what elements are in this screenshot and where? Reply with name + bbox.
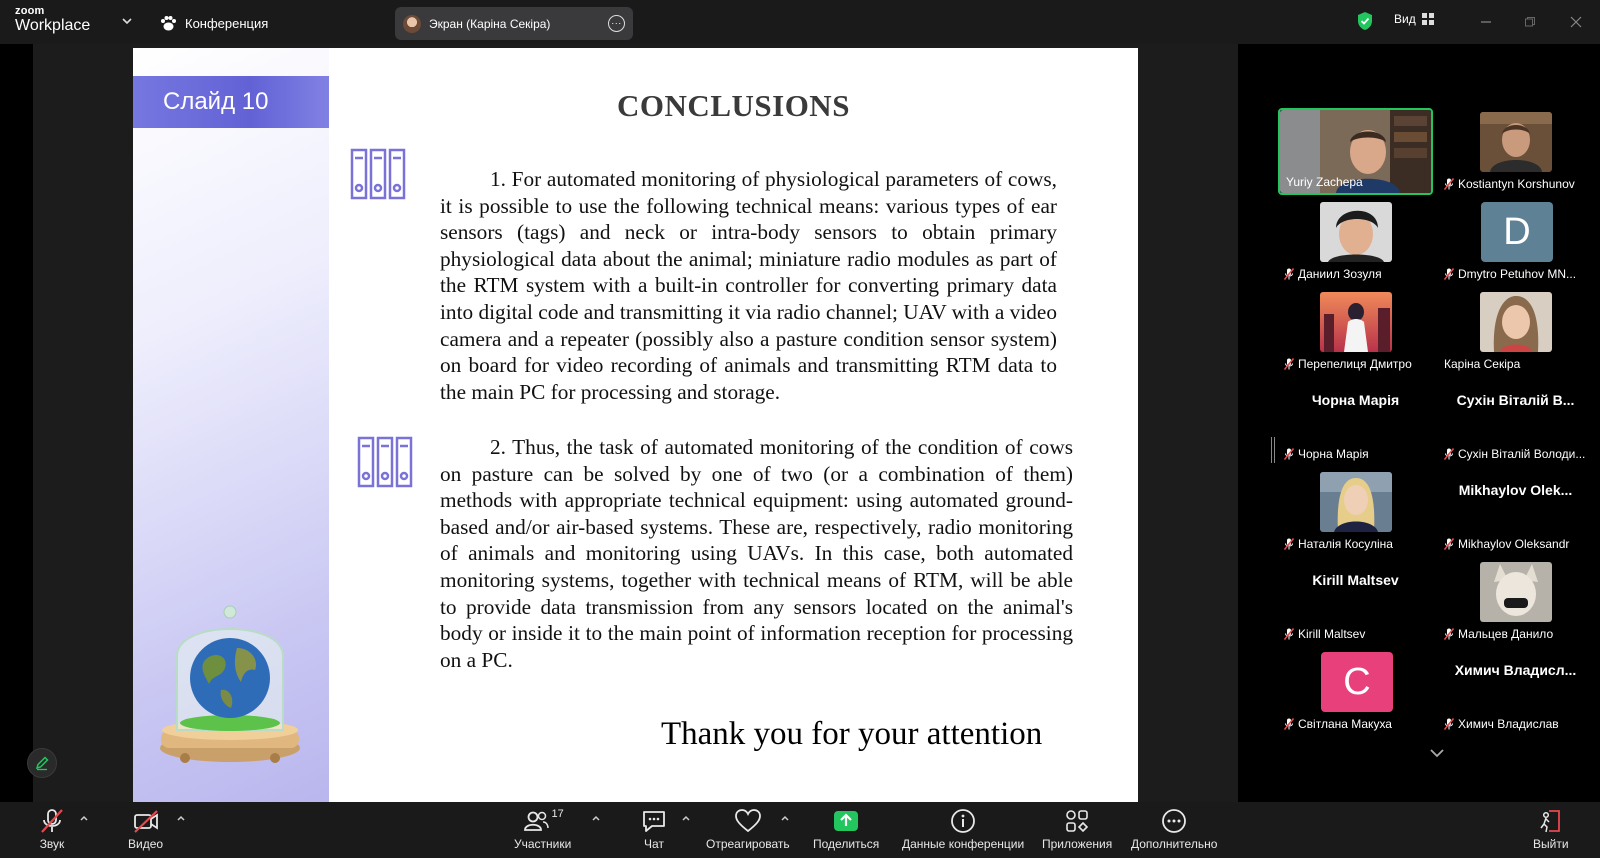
participant-tile[interactable] [1278,288,1433,375]
participant-tile[interactable] [1278,198,1433,285]
muted-mic-icon [1444,448,1454,460]
participant-display-name: Химич Владисл... [1454,662,1577,678]
zoom-workplace-logo[interactable] [15,6,90,34]
minimize-icon[interactable] [1476,12,1496,32]
participant-name: Даниил Зозуля [1298,267,1382,281]
chevron-up-icon[interactable] [175,812,187,824]
video-off-icon [132,808,160,834]
apps-label: Приложения [1042,837,1113,851]
participants-icon [522,808,550,834]
leave-button[interactable] [1533,808,1569,856]
meeting-toolbar [0,802,1600,858]
muted-mic-icon [1284,538,1294,550]
muted-mic-icon [1444,538,1454,550]
participant-photo [1480,292,1552,352]
participant-tile[interactable] [1438,198,1593,285]
chevron-up-icon[interactable] [78,812,90,824]
video-label: Видео [128,837,164,851]
participant-tile[interactable] [1438,558,1593,645]
participant-tile[interactable] [1278,378,1433,465]
leave-label: Выйти [1533,837,1569,851]
participant-display-name: Чорна Марія [1311,392,1400,408]
share-screen-button[interactable] [813,808,879,856]
react-label: Отреагировать [706,837,790,851]
participant-gallery [1278,108,1600,741]
participants-count: 17 [551,808,564,820]
title-bar [0,0,1600,44]
participant-display-name: Сухін Віталій В... [1456,392,1575,408]
participant-tile[interactable] [1278,108,1433,195]
avatar: D [1481,202,1553,262]
chat-label: Чат [644,837,664,851]
logo-zoom-text: zoom [15,5,45,17]
participant-name: Mikhaylov Oleksandr [1458,537,1570,551]
participant-name: Каріна Секіра [1444,357,1521,371]
participant-name: Світлана Макуха [1298,717,1392,731]
chevron-up-icon[interactable] [590,812,602,824]
muted-mic-icon [1444,718,1454,730]
view-button[interactable] [1394,12,1434,26]
muted-mic-icon [1284,358,1294,370]
chat-icon [640,808,668,834]
video-button[interactable] [128,808,163,856]
gallery-resize-handle[interactable] [1270,437,1276,463]
participant-photo [1320,472,1392,532]
participants-label: Участники [514,837,572,851]
more-label: Дополнительно [1131,837,1218,851]
more-button[interactable] [1131,808,1217,856]
participant-tile[interactable] [1438,108,1593,195]
participant-name: Yuriy Zachepa [1286,175,1363,189]
react-button[interactable] [706,808,790,856]
presentation-slide [133,48,1138,802]
participant-name: Kirill Maltsev [1298,627,1366,641]
tab-meeting[interactable] [160,12,268,34]
meeting-info-button[interactable] [902,808,1024,856]
participant-name: Наталія Косуліна [1298,537,1393,551]
binders-icon [357,436,413,488]
muted-mic-icon [1284,628,1294,640]
muted-mic-icon [1444,268,1454,280]
conclusion-paragraph-2: 2. Thus, the task of automated monitoring of the condition of cows on pasture can be solved by one of two (or a combination of them) methods with appropriate technical equipment: using automated ground-based and/or air-based systems. These are, respectively, radio monitoring of animals and monitoring using UAVs. In this case, both automated monitoring systems, together with technical means of RTM, will be able to provide data transmission from any sensors located on the animal's body or inside it to the main point of information reception for processing on a PC. [440,435,1073,672]
avatar [403,15,421,33]
slide-number-label: Слайд 10 [133,76,329,128]
participant-photo [1480,562,1552,622]
annotate-pencil-button[interactable] [27,748,57,778]
participant-display-name: Kirill Maltsev [1312,572,1399,588]
conclusion-paragraph-1: 1. For automated monitoring of physiological parameters of cows, it is possible to use the following technical means: various types of ear sensors (tags) and neck or intra-body sensors to obtain primary physiological data about the animal; miniature radio modules as part of the RTM system with a built-in controller for converting primary data into digital code and transmitting it via radio channel; UAV with a video camera and a repeater (possibly also a pasture condition sensor system) on board for video recording of animals and transmitting RTM data to the main PC for processing and storage. [440,167,1057,404]
apps-button[interactable] [1042,808,1112,856]
participant-name: Dmytro Petuhov MN... [1458,267,1577,281]
participant-video [1480,112,1552,172]
muted-mic-icon [1284,718,1294,730]
participant-tile[interactable] [1438,378,1593,465]
tab-meeting-label: Конференция [185,15,269,31]
share-screen-icon [832,808,860,834]
chevron-up-icon[interactable] [779,812,791,824]
participant-name: Мальцев Данило [1458,627,1554,641]
participant-name: Сухін Віталій Володи... [1458,447,1586,461]
participant-name: Химич Владислав [1458,717,1559,731]
audio-label: Звук [39,837,65,851]
view-label: Вид [1394,12,1416,26]
participant-name: Чорна Марія [1298,447,1369,461]
meeting-paw-icon [160,16,177,31]
screen-share-tab[interactable] [395,7,633,40]
pencil-icon [34,755,50,771]
muted-mic-icon [38,808,66,834]
participant-tile[interactable] [1278,648,1433,735]
apps-icon [1063,808,1091,834]
binders-icon [350,148,406,200]
avatar: C [1321,652,1393,712]
logo-workplace-text: Workplace [15,17,91,34]
audio-button[interactable] [38,808,66,856]
meeting-info-label: Данные конференции [902,837,1025,851]
close-icon[interactable] [1566,12,1586,32]
participant-tile[interactable] [1438,648,1593,735]
muted-mic-icon [1284,448,1294,460]
share-label: Поделиться [813,837,880,851]
muted-mic-icon [1284,268,1294,280]
chevron-up-icon[interactable] [680,812,692,824]
chat-button[interactable] [640,808,668,856]
heart-icon [734,808,762,834]
participant-photo [1320,292,1392,352]
participant-name: Перепелиця Дмитро [1298,357,1412,371]
participant-tile[interactable] [1278,468,1433,555]
globe-bell-jar-image [155,598,305,768]
participant-tile[interactable] [1438,468,1593,555]
screen-share-label: Экран (Каріна Секіра) [429,16,551,31]
info-icon [949,808,977,834]
chevron-down-icon[interactable] [1428,744,1446,762]
muted-mic-icon [1444,178,1454,190]
leave-door-icon [1537,808,1565,834]
chevron-down-icon[interactable] [120,14,134,28]
restore-icon[interactable] [1520,12,1540,32]
participant-name: Kostiantyn Korshunov [1458,177,1575,191]
participant-photo [1320,202,1392,262]
participant-display-name: Mikhaylov Olek... [1458,482,1573,498]
participant-tile[interactable] [1438,288,1593,375]
grid-view-icon [1422,13,1434,25]
muted-mic-icon [1444,628,1454,640]
slide-title: CONCLUSIONS [617,88,850,123]
more-dots-icon [1160,808,1188,834]
thanks-text: Thank you for your attention [661,716,1043,752]
more-options-icon[interactable]: ··· [608,15,625,32]
security-shield-icon[interactable] [1356,11,1374,31]
participant-tile[interactable] [1278,558,1433,645]
participants-button[interactable] [514,808,571,856]
